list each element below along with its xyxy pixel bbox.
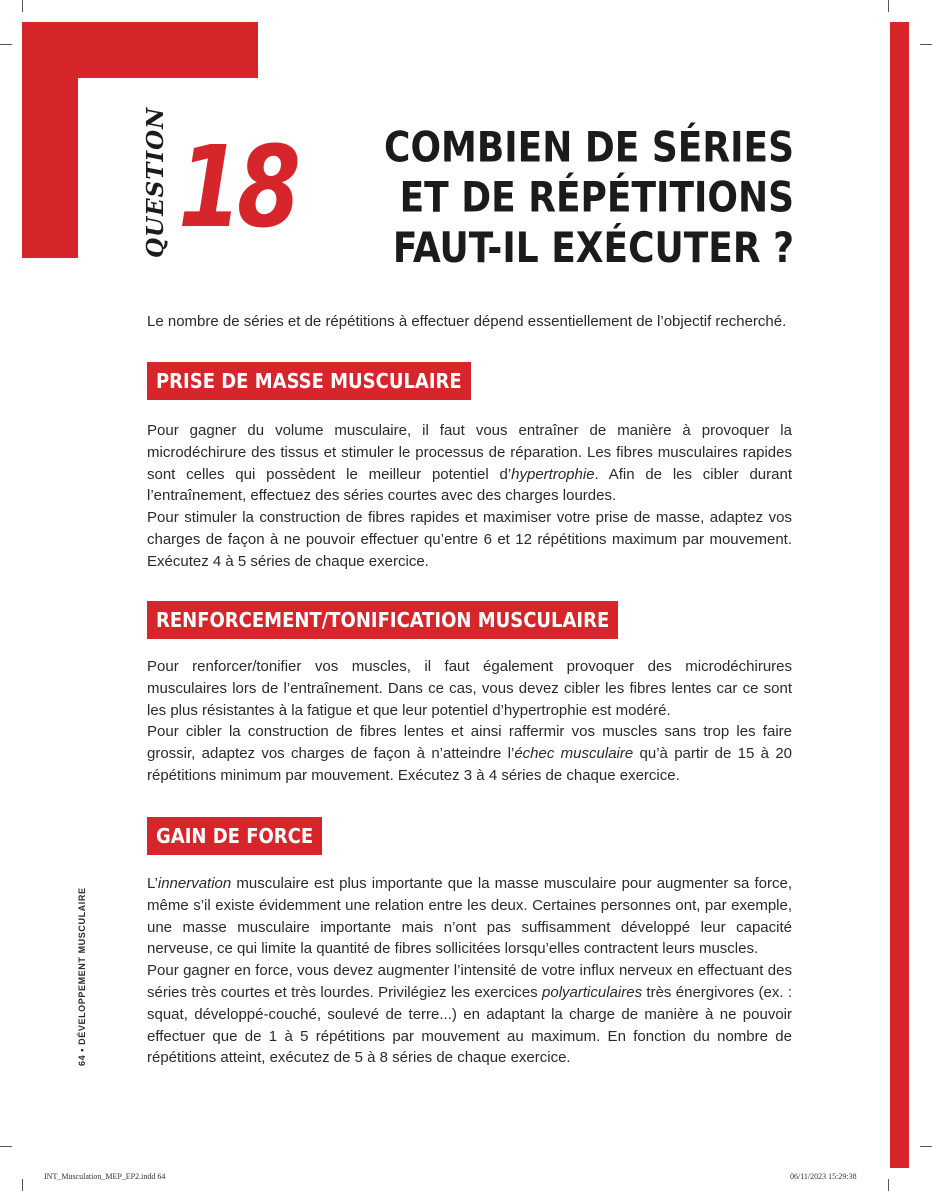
emphasis: échec musculaire [514,745,634,763]
section-heading-renforcement: RENFORCEMENT/TONIFICATION MUSCULAIRE [147,601,618,639]
page-folio: 64 • DÉVELOPPEMENT MUSCULAIRE [77,887,87,1066]
text-run: Pour gagner en force, vous devez augmenter l’intensité de votre influx nerveux en effectuant des séries très courtes et très lourdes. Privilégiez les exercices [147,962,792,1001]
paragraph [147,721,792,786]
section-body-gain-de-force [147,873,792,1069]
crop-mark [0,44,12,45]
crop-mark [22,1179,23,1191]
section-body-renforcement [147,656,792,787]
crop-mark [888,0,889,12]
emphasis: innervation [157,875,232,892]
text-run: Pour gagner du volume musculaire, il faut vous entraîner de manière à provoquer la microdéchirure des tissus et stimuler le processus de réparation. Les fibres musculaires rapides sont celles qui possèdent le meilleur potentiel d’ [147,422,792,483]
text-run: . Afin de les cibler durant l’entraînement, effectuez des séries courtes avec des charges lourdes. [147,465,792,505]
question-number: 18 [178,123,296,253]
crop-mark [920,44,932,45]
corner-decoration-vertical [22,22,78,258]
section-heading-prise-de-masse: PRISE DE MASSE MUSCULAIRE [147,362,471,400]
paragraph [147,873,792,960]
title-line: FAUT-IL EXÉCUTER ? [392,224,794,273]
paragraph [147,960,792,1069]
slug-timestamp: 06/11/2023 15:29:38 [790,1172,857,1181]
text-run: qu’à partir de 15 à 20 répétitions minimum par mouvement. Exécutez 3 à 4 séries de chaque exercice. [147,745,793,784]
text-run: L’ [147,875,158,892]
text-run: musculaire est plus importante que la masse musculaire pour augmenter sa force, même s’il existe évidemment une relation entre les deux. Certaines personnes ont, par exemple, une masse musculaire importante mais n’ont pas suffisamment développé leur capacité nerveuse, ce qui limite la quantité de fibres sollicitées lorsqu’elles contractent leurs muscles. [147,875,792,958]
emphasis: hypertrophie [511,465,595,483]
right-edge-bar [890,22,909,1168]
intro-paragraph: Le nombre de séries et de répétitions à effectuer dépend essentiellement de l’objectif recherché. [147,313,787,330]
emphasis: polyarticulaires [542,983,643,1001]
paragraph [147,420,792,507]
section-body-prise-de-masse [147,420,792,573]
slug-filename: INT_Musculation_MEP_EP2.indd 64 [44,1172,166,1181]
text-run: Pour cibler la construction de fibres lentes et ainsi raffermir vos muscles sans trop les faire grossir, adaptez vos charges de façon à n’atteindre l’ [147,723,792,763]
crop-mark [920,1146,932,1147]
section-heading-gain-de-force: GAIN DE FORCE [147,817,322,855]
text-run: très énergivores (ex. : squat, développé-couché, soulevé de terre...) en adaptant la charge de manière à ne pouvoir effectuer que de 1 à 5 répétitions par mouvement au maximum. En fonction du nombre de répétitions atteint, exécutez de 5 à 8 séries de chaque exercice. [147,983,792,1067]
title-line: ET DE RÉPÉTITIONS [399,173,794,223]
paragraph: Pour stimuler la construction de fibres rapides et maximiser votre prise de masse, adaptez vos charges de façon à ne pouvoir effectuer qu’entre 6 et 12 répétitions maximum par mouvement. Exécutez 4 à 5 séries de chaque exercice. [147,509,792,570]
title-line: COMBIEN DE SÉRIES [384,123,794,172]
question-label: QUESTION [142,106,169,258]
crop-mark [22,0,23,12]
paragraph: Pour renforcer/tonifier vos muscles, il faut également provoquer des microdéchirures musculaires lors de l’entraînement. Dans ce cas, vous devez cibler les fibres lentes car ce sont les plus résistantes à la fatigue et que leur potentiel d’hypertrophie est modéré. [147,658,792,719]
page-title [374,122,794,273]
crop-mark [0,1146,12,1147]
crop-mark [888,1179,889,1191]
